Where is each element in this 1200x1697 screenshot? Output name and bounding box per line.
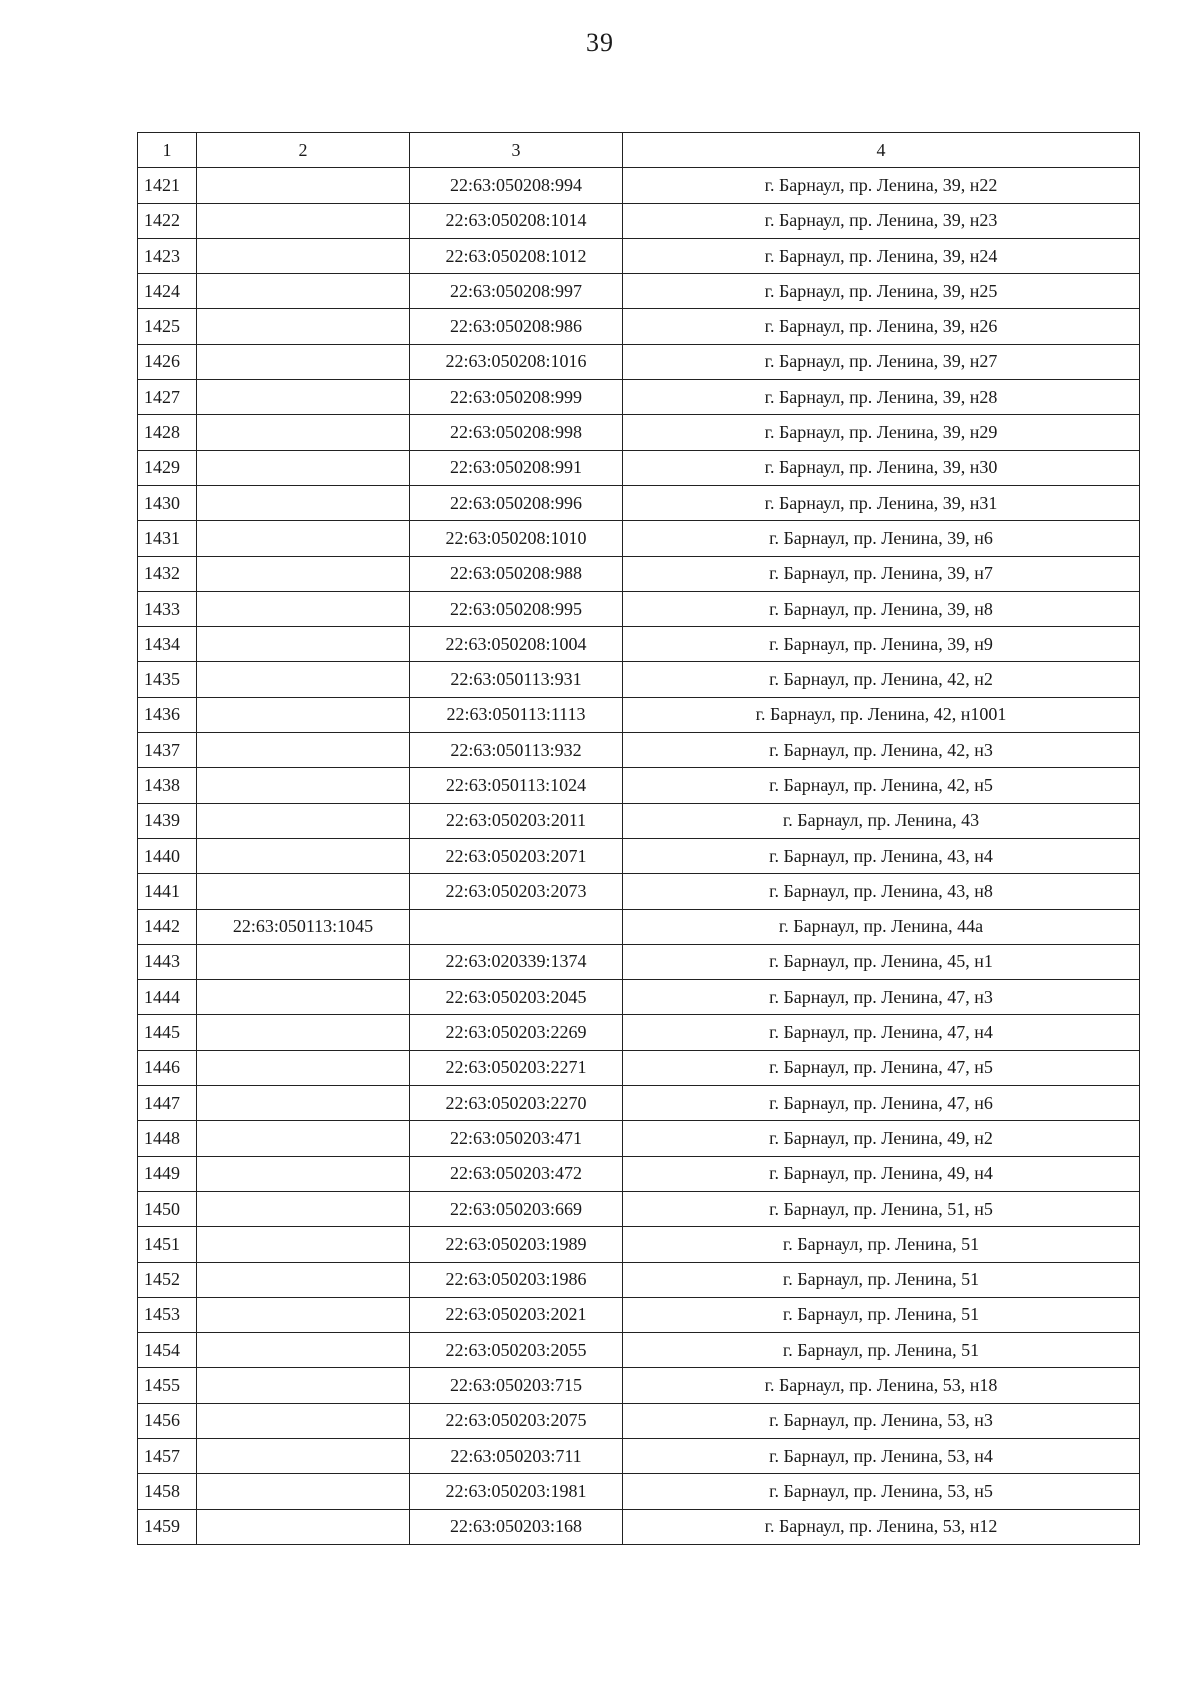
address-cell: г. Барнаул, пр. Ленина, 42, н2 bbox=[623, 662, 1140, 697]
header-cell-3: 3 bbox=[410, 133, 623, 168]
address-cell: г. Барнаул, пр. Ленина, 43 bbox=[623, 803, 1140, 838]
table-row bbox=[138, 1191, 1140, 1226]
column-2-cell bbox=[197, 415, 410, 450]
column-2-cell bbox=[197, 838, 410, 873]
row-number-cell: 1423 bbox=[138, 238, 197, 273]
row-number-cell: 1449 bbox=[138, 1156, 197, 1191]
address-cell: г. Барнаул, пр. Ленина, 53, н12 bbox=[623, 1509, 1140, 1544]
table-row bbox=[138, 662, 1140, 697]
column-2-cell bbox=[197, 380, 410, 415]
address-cell: г. Барнаул, пр. Ленина, 53, н18 bbox=[623, 1368, 1140, 1403]
cadastral-number-cell: 22:63:050208:1010 bbox=[410, 521, 623, 556]
cadastral-number-cell: 22:63:050208:991 bbox=[410, 450, 623, 485]
address-cell: г. Барнаул, пр. Ленина, 39, н24 bbox=[623, 238, 1140, 273]
row-number-cell: 1448 bbox=[138, 1121, 197, 1156]
column-2-cell bbox=[197, 1474, 410, 1509]
cadastral-number-cell: 22:63:050203:472 bbox=[410, 1156, 623, 1191]
table-row bbox=[138, 556, 1140, 591]
address-cell: г. Барнаул, пр. Ленина, 51 bbox=[623, 1333, 1140, 1368]
column-2-cell bbox=[197, 1227, 410, 1262]
row-number-cell: 1431 bbox=[138, 521, 197, 556]
row-number-cell: 1451 bbox=[138, 1227, 197, 1262]
cadastral-number-cell: 22:63:050208:995 bbox=[410, 591, 623, 626]
column-2-cell bbox=[197, 1015, 410, 1050]
column-2-cell bbox=[197, 1191, 410, 1226]
table-row bbox=[138, 1015, 1140, 1050]
table-row bbox=[138, 874, 1140, 909]
registry-table bbox=[137, 132, 1140, 1545]
address-cell: г. Барнаул, пр. Ленина, 49, н4 bbox=[623, 1156, 1140, 1191]
column-2-cell bbox=[197, 1403, 410, 1438]
column-2-cell bbox=[197, 1262, 410, 1297]
table-row bbox=[138, 1227, 1140, 1262]
header-cell-1: 1 bbox=[138, 133, 197, 168]
address-cell: г. Барнаул, пр. Ленина, 45, н1 bbox=[623, 944, 1140, 979]
row-number-cell: 1438 bbox=[138, 768, 197, 803]
row-number-cell: 1455 bbox=[138, 1368, 197, 1403]
table-row bbox=[138, 1438, 1140, 1473]
cadastral-number-cell: 22:63:020339:1374 bbox=[410, 944, 623, 979]
column-2-cell bbox=[197, 344, 410, 379]
address-cell: г. Барнаул, пр. Ленина, 43, н8 bbox=[623, 874, 1140, 909]
table-row bbox=[138, 1086, 1140, 1121]
column-2-cell bbox=[197, 1121, 410, 1156]
column-2-cell bbox=[197, 697, 410, 732]
table-row bbox=[138, 450, 1140, 485]
row-number-cell: 1421 bbox=[138, 168, 197, 203]
column-2-cell bbox=[197, 1050, 410, 1085]
address-cell: г. Барнаул, пр. Ленина, 43, н4 bbox=[623, 838, 1140, 873]
row-number-cell: 1430 bbox=[138, 485, 197, 520]
table-row bbox=[138, 1474, 1140, 1509]
cadastral-number-cell: 22:63:050203:1986 bbox=[410, 1262, 623, 1297]
cadastral-number-cell: 22:63:050208:997 bbox=[410, 274, 623, 309]
address-cell: г. Барнаул, пр. Ленина, 51 bbox=[623, 1227, 1140, 1262]
row-number-cell: 1428 bbox=[138, 415, 197, 450]
column-2-cell bbox=[197, 309, 410, 344]
column-2-cell bbox=[197, 1156, 410, 1191]
cadastral-number-cell: 22:63:050208:1012 bbox=[410, 238, 623, 273]
row-number-cell: 1446 bbox=[138, 1050, 197, 1085]
column-2-cell bbox=[197, 1509, 410, 1544]
address-cell: г. Барнаул, пр. Ленина, 39, н28 bbox=[623, 380, 1140, 415]
address-cell: г. Барнаул, пр. Ленина, 39, н22 bbox=[623, 168, 1140, 203]
cadastral-number-cell: 22:63:050203:2045 bbox=[410, 980, 623, 1015]
row-number-cell: 1443 bbox=[138, 944, 197, 979]
table-row bbox=[138, 768, 1140, 803]
row-number-cell: 1427 bbox=[138, 380, 197, 415]
column-2-cell bbox=[197, 591, 410, 626]
cadastral-number-cell: 22:63:050203:715 bbox=[410, 1368, 623, 1403]
column-2-cell bbox=[197, 944, 410, 979]
column-2-cell bbox=[197, 238, 410, 273]
row-number-cell: 1433 bbox=[138, 591, 197, 626]
column-2-cell bbox=[197, 1333, 410, 1368]
address-cell: г. Барнаул, пр. Ленина, 47, н6 bbox=[623, 1086, 1140, 1121]
address-cell: г. Барнаул, пр. Ленина, 44а bbox=[623, 909, 1140, 944]
table-row bbox=[138, 168, 1140, 203]
row-number-cell: 1437 bbox=[138, 733, 197, 768]
cadastral-number-cell: 22:63:050203:2270 bbox=[410, 1086, 623, 1121]
row-number-cell: 1435 bbox=[138, 662, 197, 697]
table-row bbox=[138, 627, 1140, 662]
header-cell-2: 2 bbox=[197, 133, 410, 168]
row-number-cell: 1432 bbox=[138, 556, 197, 591]
table-row bbox=[138, 415, 1140, 450]
column-2-cell bbox=[197, 450, 410, 485]
row-number-cell: 1452 bbox=[138, 1262, 197, 1297]
cadastral-number-cell: 22:63:050208:1014 bbox=[410, 203, 623, 238]
row-number-cell: 1459 bbox=[138, 1509, 197, 1544]
cadastral-number-cell: 22:63:050113:931 bbox=[410, 662, 623, 697]
table-row bbox=[138, 697, 1140, 732]
address-cell: г. Барнаул, пр. Ленина, 39, н7 bbox=[623, 556, 1140, 591]
address-cell: г. Барнаул, пр. Ленина, 42, н3 bbox=[623, 733, 1140, 768]
table-row bbox=[138, 944, 1140, 979]
table-row bbox=[138, 909, 1140, 944]
row-number-cell: 1456 bbox=[138, 1403, 197, 1438]
row-number-cell: 1458 bbox=[138, 1474, 197, 1509]
row-number-cell: 1434 bbox=[138, 627, 197, 662]
column-2-cell: 22:63:050113:1045 bbox=[197, 909, 410, 944]
table-row bbox=[138, 1156, 1140, 1191]
cadastral-number-cell: 22:63:050203:2073 bbox=[410, 874, 623, 909]
address-cell: г. Барнаул, пр. Ленина, 53, н4 bbox=[623, 1438, 1140, 1473]
column-2-cell bbox=[197, 803, 410, 838]
column-2-cell bbox=[197, 768, 410, 803]
address-cell: г. Барнаул, пр. Ленина, 42, н5 bbox=[623, 768, 1140, 803]
row-number-cell: 1429 bbox=[138, 450, 197, 485]
cadastral-number-cell: 22:63:050203:2055 bbox=[410, 1333, 623, 1368]
cadastral-number-cell: 22:63:050208:1016 bbox=[410, 344, 623, 379]
column-2-cell bbox=[197, 556, 410, 591]
cadastral-number-cell: 22:63:050208:994 bbox=[410, 168, 623, 203]
table-row bbox=[138, 733, 1140, 768]
column-2-cell bbox=[197, 980, 410, 1015]
address-cell: г. Барнаул, пр. Ленина, 39, н25 bbox=[623, 274, 1140, 309]
row-number-cell: 1453 bbox=[138, 1297, 197, 1332]
cadastral-number-cell: 22:63:050208:986 bbox=[410, 309, 623, 344]
column-2-cell bbox=[197, 662, 410, 697]
column-2-cell bbox=[197, 733, 410, 768]
cadastral-number-cell: 22:63:050203:711 bbox=[410, 1438, 623, 1473]
cadastral-number-cell: 22:63:050208:988 bbox=[410, 556, 623, 591]
table-body bbox=[138, 168, 1140, 1545]
table-row bbox=[138, 485, 1140, 520]
address-cell: г. Барнаул, пр. Ленина, 47, н5 bbox=[623, 1050, 1140, 1085]
column-2-cell bbox=[197, 485, 410, 520]
row-number-cell: 1426 bbox=[138, 344, 197, 379]
cadastral-number-cell: 22:63:050203:2269 bbox=[410, 1015, 623, 1050]
table-row bbox=[138, 980, 1140, 1015]
cadastral-number-cell: 22:63:050208:996 bbox=[410, 485, 623, 520]
table-row bbox=[138, 1403, 1140, 1438]
row-number-cell: 1447 bbox=[138, 1086, 197, 1121]
row-number-cell: 1454 bbox=[138, 1333, 197, 1368]
table-header bbox=[138, 133, 1140, 168]
column-2-cell bbox=[197, 1086, 410, 1121]
cadastral-number-cell: 22:63:050203:669 bbox=[410, 1191, 623, 1226]
row-number-cell: 1439 bbox=[138, 803, 197, 838]
column-2-cell bbox=[197, 168, 410, 203]
address-cell: г. Барнаул, пр. Ленина, 39, н23 bbox=[623, 203, 1140, 238]
address-cell: г. Барнаул, пр. Ленина, 47, н3 bbox=[623, 980, 1140, 1015]
address-cell: г. Барнаул, пр. Ленина, 39, н27 bbox=[623, 344, 1140, 379]
row-number-cell: 1444 bbox=[138, 980, 197, 1015]
table-row bbox=[138, 274, 1140, 309]
row-number-cell: 1436 bbox=[138, 697, 197, 732]
table-row bbox=[138, 238, 1140, 273]
address-cell: г. Барнаул, пр. Ленина, 39, н6 bbox=[623, 521, 1140, 556]
cadastral-number-cell: 22:63:050208:1004 bbox=[410, 627, 623, 662]
row-number-cell: 1440 bbox=[138, 838, 197, 873]
cadastral-number-cell: 22:63:050203:471 bbox=[410, 1121, 623, 1156]
cadastral-number-cell bbox=[410, 909, 623, 944]
address-cell: г. Барнаул, пр. Ленина, 39, н8 bbox=[623, 591, 1140, 626]
cadastral-number-cell: 22:63:050203:168 bbox=[410, 1509, 623, 1544]
table-row bbox=[138, 1368, 1140, 1403]
cadastral-number-cell: 22:63:050203:1989 bbox=[410, 1227, 623, 1262]
address-cell: г. Барнаул, пр. Ленина, 49, н2 bbox=[623, 1121, 1140, 1156]
column-2-cell bbox=[197, 1368, 410, 1403]
column-2-cell bbox=[197, 874, 410, 909]
row-number-cell: 1450 bbox=[138, 1191, 197, 1226]
column-2-cell bbox=[197, 274, 410, 309]
row-number-cell: 1442 bbox=[138, 909, 197, 944]
table-row bbox=[138, 380, 1140, 415]
cadastral-number-cell: 22:63:050113:1113 bbox=[410, 697, 623, 732]
table-row bbox=[138, 344, 1140, 379]
table-row bbox=[138, 803, 1140, 838]
address-cell: г. Барнаул, пр. Ленина, 39, н26 bbox=[623, 309, 1140, 344]
table-row bbox=[138, 521, 1140, 556]
address-cell: г. Барнаул, пр. Ленина, 39, н9 bbox=[623, 627, 1140, 662]
row-number-cell: 1424 bbox=[138, 274, 197, 309]
address-cell: г. Барнаул, пр. Ленина, 53, н5 bbox=[623, 1474, 1140, 1509]
table-row bbox=[138, 309, 1140, 344]
cadastral-number-cell: 22:63:050203:2071 bbox=[410, 838, 623, 873]
cadastral-number-cell: 22:63:050203:2021 bbox=[410, 1297, 623, 1332]
cadastral-number-cell: 22:63:050208:998 bbox=[410, 415, 623, 450]
address-cell: г. Барнаул, пр. Ленина, 39, н31 bbox=[623, 485, 1140, 520]
cadastral-number-cell: 22:63:050113:932 bbox=[410, 733, 623, 768]
row-number-cell: 1457 bbox=[138, 1438, 197, 1473]
cadastral-number-cell: 22:63:050208:999 bbox=[410, 380, 623, 415]
table-row bbox=[138, 1333, 1140, 1368]
address-cell: г. Барнаул, пр. Ленина, 53, н3 bbox=[623, 1403, 1140, 1438]
table-row bbox=[138, 203, 1140, 238]
page-number: 39 bbox=[586, 28, 614, 57]
table-row bbox=[138, 1297, 1140, 1332]
table-row bbox=[138, 1262, 1140, 1297]
cadastral-number-cell: 22:63:050203:2075 bbox=[410, 1403, 623, 1438]
table-row bbox=[138, 838, 1140, 873]
row-number-cell: 1441 bbox=[138, 874, 197, 909]
column-2-cell bbox=[197, 1438, 410, 1473]
column-2-cell bbox=[197, 1297, 410, 1332]
column-2-cell bbox=[197, 627, 410, 662]
column-2-cell bbox=[197, 521, 410, 556]
column-2-cell bbox=[197, 203, 410, 238]
address-cell: г. Барнаул, пр. Ленина, 39, н29 bbox=[623, 415, 1140, 450]
table-row bbox=[138, 591, 1140, 626]
header-row bbox=[138, 133, 1140, 168]
cadastral-number-cell: 22:63:050203:2271 bbox=[410, 1050, 623, 1085]
row-number-cell: 1445 bbox=[138, 1015, 197, 1050]
address-cell: г. Барнаул, пр. Ленина, 47, н4 bbox=[623, 1015, 1140, 1050]
address-cell: г. Барнаул, пр. Ленина, 51 bbox=[623, 1262, 1140, 1297]
address-cell: г. Барнаул, пр. Ленина, 51, н5 bbox=[623, 1191, 1140, 1226]
row-number-cell: 1425 bbox=[138, 309, 197, 344]
cadastral-number-cell: 22:63:050203:2011 bbox=[410, 803, 623, 838]
address-cell: г. Барнаул, пр. Ленина, 51 bbox=[623, 1297, 1140, 1332]
cadastral-number-cell: 22:63:050203:1981 bbox=[410, 1474, 623, 1509]
table-row bbox=[138, 1121, 1140, 1156]
header-cell-4: 4 bbox=[623, 133, 1140, 168]
row-number-cell: 1422 bbox=[138, 203, 197, 238]
table-row bbox=[138, 1509, 1140, 1544]
cadastral-number-cell: 22:63:050113:1024 bbox=[410, 768, 623, 803]
table-row bbox=[138, 1050, 1140, 1085]
address-cell: г. Барнаул, пр. Ленина, 42, н1001 bbox=[623, 697, 1140, 732]
address-cell: г. Барнаул, пр. Ленина, 39, н30 bbox=[623, 450, 1140, 485]
